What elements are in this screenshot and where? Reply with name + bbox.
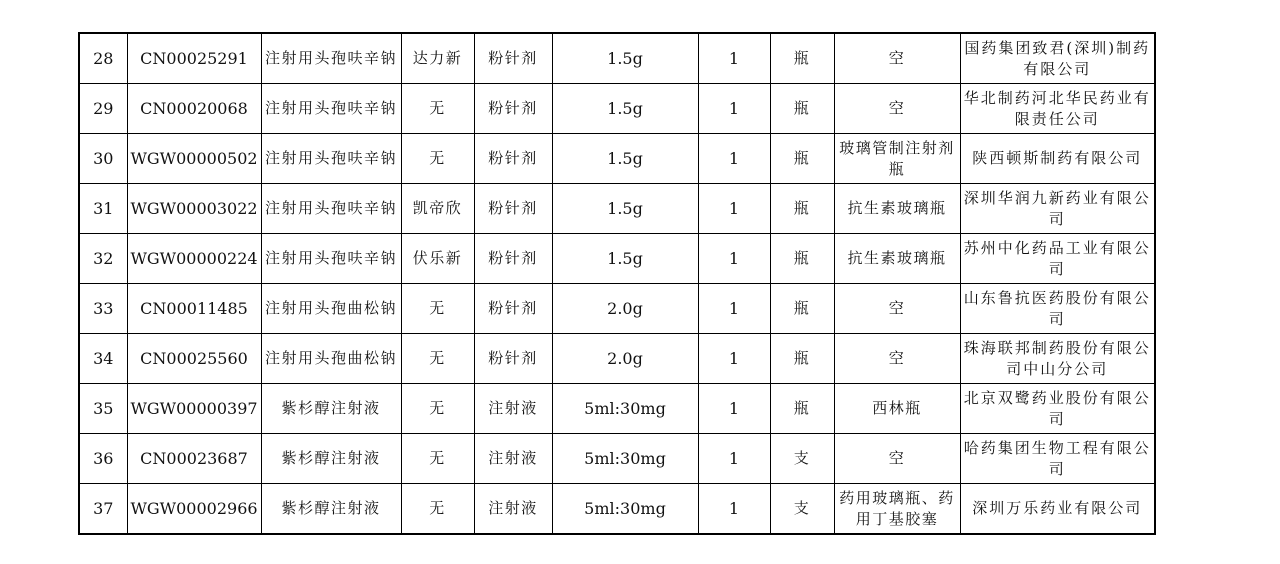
table-row <box>79 134 1155 184</box>
quantity-cell: 1 <box>698 134 770 184</box>
approval-code-cell: WGW00000397 <box>127 384 261 434</box>
dosage-form-cell: 粉针剂 <box>474 184 552 234</box>
quantity-cell: 1 <box>698 434 770 484</box>
quantity-cell: 1 <box>698 84 770 134</box>
dosage-form-cell: 粉针剂 <box>474 334 552 384</box>
dosage-form-cell: 粉针剂 <box>474 234 552 284</box>
drug-name-cell: 注射用头孢呋辛钠 <box>261 234 401 284</box>
unit-cell: 瓶 <box>770 84 834 134</box>
unit-cell: 瓶 <box>770 384 834 434</box>
drug-name-cell: 注射用头孢曲松钠 <box>261 334 401 384</box>
row-number-cell: 28 <box>79 33 127 84</box>
manufacturer-cell: 苏州中化药品工业有限公司 <box>960 234 1155 284</box>
manufacturer-cell: 国药集团致君(深圳)制药有限公司 <box>960 33 1155 84</box>
approval-code-cell: WGW00003022 <box>127 184 261 234</box>
drug-name-cell: 紫杉醇注射液 <box>261 434 401 484</box>
drug-name-cell: 注射用头孢呋辛钠 <box>261 84 401 134</box>
manufacturer-cell: 华北制药河北华民药业有限责任公司 <box>960 84 1155 134</box>
approval-code-cell: WGW00000224 <box>127 234 261 284</box>
brand-name-cell: 无 <box>401 84 474 134</box>
packaging-cell: 抗生素玻璃瓶 <box>834 234 960 284</box>
approval-code-cell: CN00011485 <box>127 284 261 334</box>
packaging-cell: 空 <box>834 434 960 484</box>
quantity-cell: 1 <box>698 384 770 434</box>
unit-cell: 瓶 <box>770 284 834 334</box>
packaging-cell: 空 <box>834 84 960 134</box>
row-number-cell: 32 <box>79 234 127 284</box>
brand-name-cell: 无 <box>401 384 474 434</box>
quantity-cell: 1 <box>698 284 770 334</box>
manufacturer-cell: 陕西顿斯制药有限公司 <box>960 134 1155 184</box>
table-body <box>79 33 1155 534</box>
brand-name-cell: 无 <box>401 484 474 535</box>
unit-cell: 瓶 <box>770 33 834 84</box>
unit-cell: 支 <box>770 484 834 535</box>
packaging-cell: 药用玻璃瓶、药用丁基胶塞 <box>834 484 960 535</box>
table-row <box>79 334 1155 384</box>
quantity-cell: 1 <box>698 234 770 284</box>
approval-code-cell: WGW00002966 <box>127 484 261 535</box>
manufacturer-cell: 深圳万乐药业有限公司 <box>960 484 1155 535</box>
brand-name-cell: 无 <box>401 284 474 334</box>
specification-cell: 1.5g <box>552 84 698 134</box>
row-number-cell: 36 <box>79 434 127 484</box>
drug-name-cell: 注射用头孢曲松钠 <box>261 284 401 334</box>
drug-name-cell: 紫杉醇注射液 <box>261 384 401 434</box>
unit-cell: 瓶 <box>770 234 834 284</box>
approval-code-cell: WGW00000502 <box>127 134 261 184</box>
table-row <box>79 384 1155 434</box>
row-number-cell: 29 <box>79 84 127 134</box>
row-number-cell: 37 <box>79 484 127 535</box>
brand-name-cell: 伏乐新 <box>401 234 474 284</box>
unit-cell: 瓶 <box>770 184 834 234</box>
packaging-cell: 空 <box>834 33 960 84</box>
manufacturer-cell: 深圳华润九新药业有限公司 <box>960 184 1155 234</box>
packaging-cell: 空 <box>834 284 960 334</box>
manufacturer-cell: 哈药集团生物工程有限公司 <box>960 434 1155 484</box>
drug-name-cell: 注射用头孢呋辛钠 <box>261 184 401 234</box>
approval-code-cell: CN00020068 <box>127 84 261 134</box>
packaging-cell: 西林瓶 <box>834 384 960 434</box>
brand-name-cell: 无 <box>401 134 474 184</box>
table-row <box>79 484 1155 535</box>
dosage-form-cell: 注射液 <box>474 484 552 535</box>
manufacturer-cell: 北京双鹭药业股份有限公司 <box>960 384 1155 434</box>
dosage-form-cell: 注射液 <box>474 434 552 484</box>
row-number-cell: 34 <box>79 334 127 384</box>
specification-cell: 1.5g <box>552 134 698 184</box>
approval-code-cell: CN00025291 <box>127 33 261 84</box>
dosage-form-cell: 粉针剂 <box>474 84 552 134</box>
table-row <box>79 234 1155 284</box>
drug-name-cell: 注射用头孢呋辛钠 <box>261 134 401 184</box>
packaging-cell: 抗生素玻璃瓶 <box>834 184 960 234</box>
row-number-cell: 33 <box>79 284 127 334</box>
specification-cell: 1.5g <box>552 33 698 84</box>
manufacturer-cell: 山东鲁抗医药股份有限公司 <box>960 284 1155 334</box>
table-row <box>79 184 1155 234</box>
packaging-cell: 玻璃管制注射剂瓶 <box>834 134 960 184</box>
dosage-form-cell: 粉针剂 <box>474 33 552 84</box>
specification-cell: 5ml:30mg <box>552 384 698 434</box>
specification-cell: 2.0g <box>552 284 698 334</box>
unit-cell: 瓶 <box>770 134 834 184</box>
packaging-cell: 空 <box>834 334 960 384</box>
row-number-cell: 30 <box>79 134 127 184</box>
quantity-cell: 1 <box>698 184 770 234</box>
dosage-form-cell: 粉针剂 <box>474 284 552 334</box>
unit-cell: 支 <box>770 434 834 484</box>
brand-name-cell: 达力新 <box>401 33 474 84</box>
dosage-form-cell: 粉针剂 <box>474 134 552 184</box>
specification-cell: 1.5g <box>552 234 698 284</box>
brand-name-cell: 凯帝欣 <box>401 184 474 234</box>
drug-list-table <box>78 32 1156 535</box>
brand-name-cell: 无 <box>401 334 474 384</box>
unit-cell: 瓶 <box>770 334 834 384</box>
approval-code-cell: CN00023687 <box>127 434 261 484</box>
specification-cell: 5ml:30mg <box>552 484 698 535</box>
specification-cell: 1.5g <box>552 184 698 234</box>
table-row <box>79 284 1155 334</box>
row-number-cell: 35 <box>79 384 127 434</box>
dosage-form-cell: 注射液 <box>474 384 552 434</box>
approval-code-cell: CN00025560 <box>127 334 261 384</box>
table-row <box>79 84 1155 134</box>
brand-name-cell: 无 <box>401 434 474 484</box>
drug-name-cell: 注射用头孢呋辛钠 <box>261 33 401 84</box>
specification-cell: 5ml:30mg <box>552 434 698 484</box>
drug-name-cell: 紫杉醇注射液 <box>261 484 401 535</box>
row-number-cell: 31 <box>79 184 127 234</box>
manufacturer-cell: 珠海联邦制药股份有限公司中山分公司 <box>960 334 1155 384</box>
quantity-cell: 1 <box>698 484 770 535</box>
quantity-cell: 1 <box>698 334 770 384</box>
table-row <box>79 33 1155 84</box>
specification-cell: 2.0g <box>552 334 698 384</box>
quantity-cell: 1 <box>698 33 770 84</box>
table-row <box>79 434 1155 484</box>
